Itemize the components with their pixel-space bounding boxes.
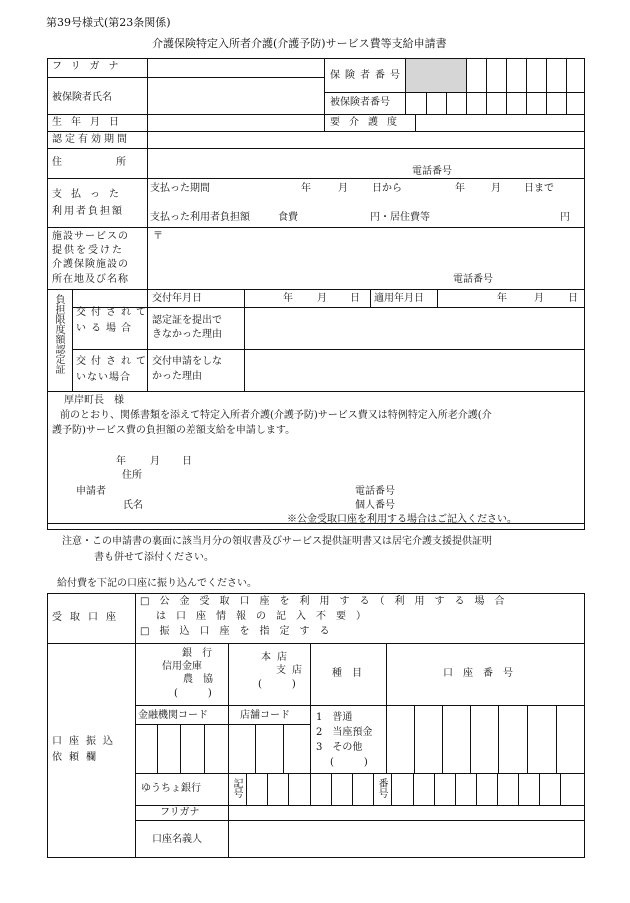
note-line-2: 書も併せて添付ください。	[94, 552, 214, 563]
account-holder-label: 口座名義人	[152, 834, 202, 845]
transfer-intro: 給付費を下記の口座に振り込んでください。	[57, 578, 257, 589]
form-number: 第39号様式(第23条関係)	[46, 16, 171, 29]
note-line-1: 注意・この申請書の裏面に該当月分の領収書及びサービス提供証明書又は居宅介護支援提供証明	[62, 536, 492, 547]
care-level-label: 要介護度	[330, 117, 406, 128]
public-account-note: ※公金受取口座を利用する場合はご記入ください。	[287, 514, 517, 525]
insured-number-label: 被保険者番号	[330, 97, 390, 108]
payment-label-2: 利用者負担額	[52, 206, 124, 217]
declaration-line-2: 護予防)サービス費の負担額の差額支給を申請します。	[52, 425, 296, 436]
birth-date-label: 生年月日	[52, 117, 128, 128]
declaration-line-1: 前のとおり、関係書類を添えて特定入所者介護(介護予防)サービス費又は特例特定入所老介護(介	[60, 410, 492, 421]
insured-name-label: 被保険者氏名	[52, 92, 112, 103]
phone-label: 電話番号	[412, 166, 452, 177]
addressee: 厚岸町長 様	[64, 395, 124, 406]
holder-furigana-label: フリガナ	[160, 807, 200, 818]
receiving-option-transfer[interactable]: □ 振 込 口 座 を 指 定 す る	[140, 626, 330, 637]
address-label: 住所	[52, 157, 180, 168]
payment-label-1: 支払った	[52, 189, 128, 200]
receiving-label: 受取口座	[52, 612, 124, 623]
payment-period-label: 支払った期間	[150, 183, 210, 194]
yucho-label: ゆうちょ銀行	[141, 783, 201, 794]
payment-amount-label: 支払った利用者負担額	[150, 212, 250, 223]
insurer-number-shaded-cell	[405, 59, 466, 92]
furigana-label: フリガナ	[52, 61, 128, 72]
insurer-number-label: 保険者番号	[330, 70, 405, 81]
postal-mark: 〒	[153, 231, 163, 242]
burden-cert-vertical-label: 負担限度額認定証	[53, 294, 64, 374]
receiving-option-public[interactable]: □ 公 金 受 取 口 座 を 利 用 す る （ 利 用 す る 場 合	[140, 596, 505, 607]
cert-period-label: 認定有効期間	[52, 134, 130, 145]
form-title: 介護保険特定入所者介護(介護予防)サービス費等支給申請書	[152, 37, 447, 50]
